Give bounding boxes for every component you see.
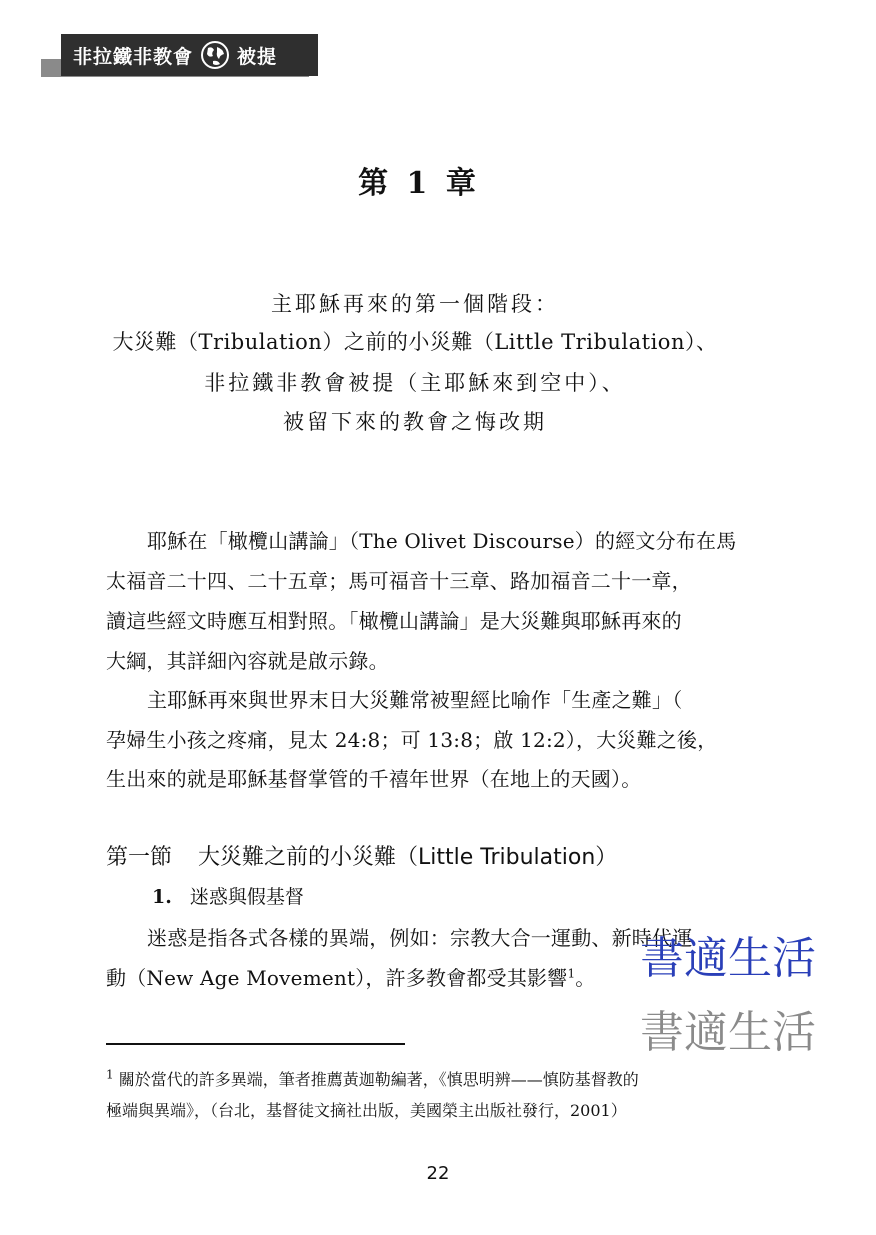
item-body-line-2-text: 動（New Age Movement），許多教會都受其影響 xyxy=(106,966,568,990)
item-body-line-2-end: 。 xyxy=(575,966,596,990)
header-title-right: 被提 xyxy=(237,45,278,68)
section-heading xyxy=(106,840,617,871)
subtitle-line-1: 主耶穌再來的第一個階段： xyxy=(271,292,559,316)
page-number: 22 xyxy=(426,1163,450,1184)
item-heading xyxy=(152,882,304,909)
footnote-line-1 xyxy=(106,1067,639,1090)
footnote-line-2: 極端與異端》，（台北，基督徒文摘社出版，美國榮主出版社發行，2001） xyxy=(106,1101,627,1120)
section-title: 大災難之前的小災難（Little Tribulation） xyxy=(198,845,618,870)
item-body-line-1: 迷惑是指各式各樣的異端，例如：宗教大合一運動、新時代運 xyxy=(147,926,693,950)
subtitle-line-2: 大災難（Tribulation）之前的小災難（Little Tribulation）、 xyxy=(112,330,718,354)
subtitle-line-3: 非拉鐵非教會被提（主耶穌來到空中）、 xyxy=(204,371,626,395)
paragraph-1-line-2: 太福音二十四、二十五章；馬可福音十三章、路加福音二十一章， xyxy=(106,569,692,593)
paragraph-2-line-3: 生出來的就是耶穌基督掌管的千禧年世界（在地上的天國）。 xyxy=(106,767,642,791)
header-title-left: 非拉鐵非教會 xyxy=(73,45,194,68)
item-body-line-2 xyxy=(106,962,595,991)
paragraph-2-line-1: 主耶穌再來與世界末日大災難常被聖經比喻作「生產之難」（ xyxy=(147,688,683,712)
footnote-text-1: 關於當代的許多異端，筆者推薦黃迦勒編著，《慎思明辨——慎防基督教的 xyxy=(118,1070,639,1089)
item-title: 迷惑與假基督 xyxy=(189,886,304,908)
paragraph-1-line-3: 讀這些經文時應互相對照。「橄欖山講論」是大災難與耶穌再來的 xyxy=(106,609,682,633)
footnote-ref[interactable]: 1 xyxy=(567,966,576,981)
watermark-blue: 書適生活 xyxy=(640,933,816,984)
globe-icon xyxy=(199,39,231,71)
running-header xyxy=(61,34,318,76)
paragraph-1-line-4: 大綱，其詳細內容就是啟示錄。 xyxy=(106,649,389,673)
paragraph-1-line-1: 耶穌在「橄欖山講論」（The Olivet Discourse）的經文分布在馬 xyxy=(147,529,737,553)
footnote-marker: 1 xyxy=(106,1067,114,1082)
chapter-title: 第 1 章 xyxy=(358,166,480,201)
paragraph-2-line-2: 孕婦生小孩之疼痛，見太 24:8；可 13:8；啟 12:2），大災難之後， xyxy=(106,728,718,752)
subtitle-line-4: 被留下來的教會之悔改期 xyxy=(283,410,547,434)
footnote-rule xyxy=(106,1043,405,1045)
watermark-gray: 書適生活 xyxy=(640,1007,816,1058)
section-label: 第一節 xyxy=(106,845,173,870)
item-number: 1. xyxy=(152,886,172,908)
